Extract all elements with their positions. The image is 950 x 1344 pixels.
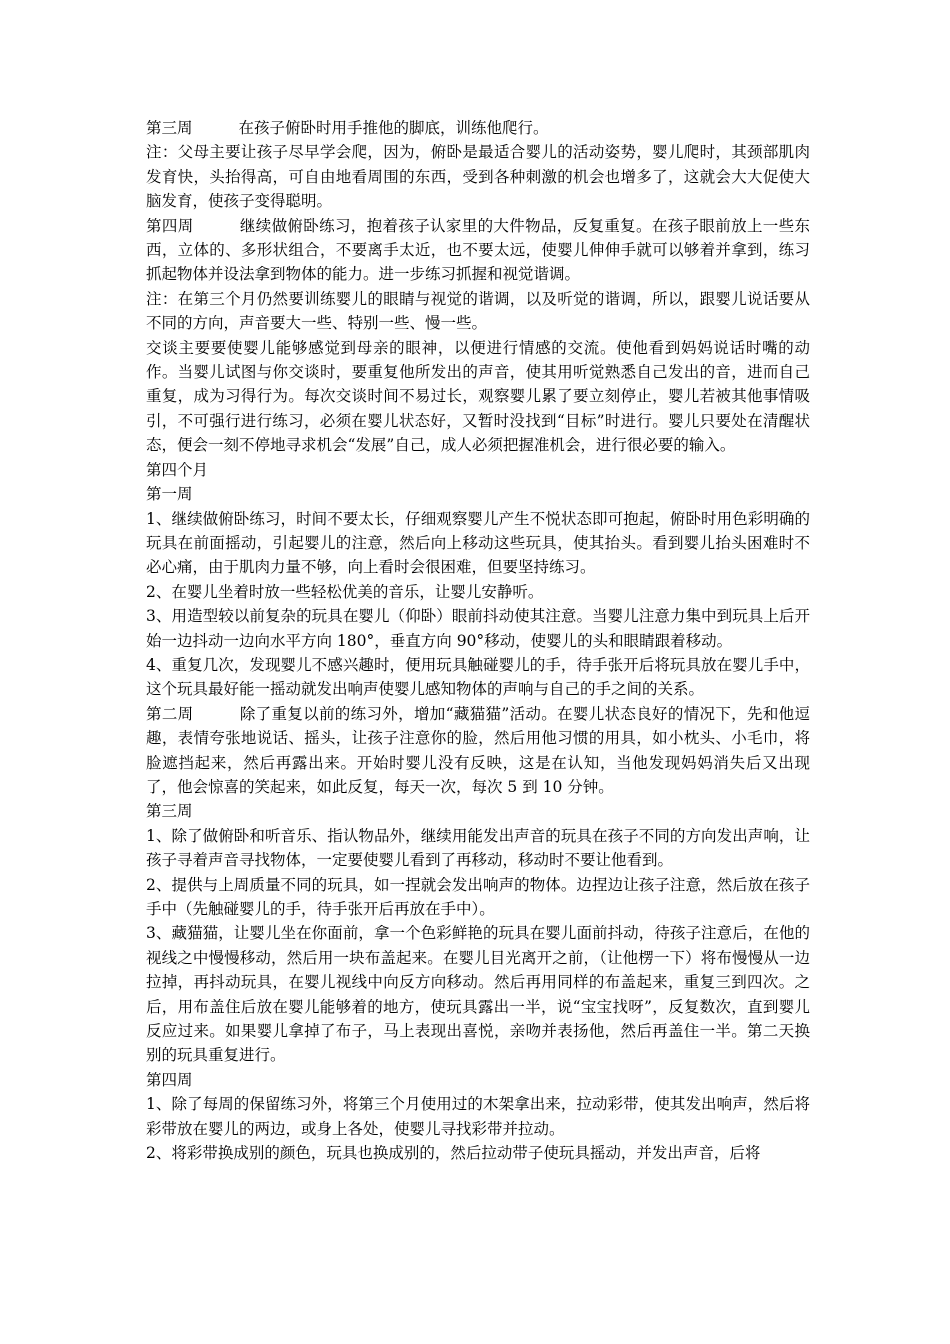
list-item: 1、除了每周的保留练习外，将第三个月使用过的木架拿出来，拉动彩带，使其发出响声，然后将彩带放在婴儿的两边，或身上各处，使婴儿寻找彩带并拉动。 bbox=[146, 1095, 810, 1138]
list-item: 1、继续做俯卧练习，时间不要太长，仔细观察婴儿产生不悦状态即可抱起，俯卧时用色彩明确的玩具在前面摇动，引起婴儿的注意，然后向上移动这些玩具，使其抬头。看到婴儿抬头困难时不必心痛，由于肌肉力量不够，向上看时会很困难，但要坚持练习。 bbox=[146, 509, 810, 577]
week-heading: 第一周 bbox=[146, 485, 193, 504]
list-item: 4、重复几次，发现婴儿不感兴趣时，便用玩具触碰婴儿的手，待手张开后将玩具放在婴儿手中，这个玩具最好能一摇动就发出响声使婴儿感知物体的声响与自己的手之间的关系。 bbox=[146, 655, 810, 699]
list-item: 2、在婴儿坐着时放一些轻松优美的音乐，让婴儿安静听。 bbox=[146, 582, 544, 601]
week-heading: 第四周 bbox=[146, 1070, 193, 1089]
list-item: 2、提供与上周质量不同的玩具，如一捏就会发出响声的物体。边捏边让孩子注意，然后放在孩子手中（先触碰婴儿的手，待手张开后再放在手中）。 bbox=[146, 875, 810, 918]
document-page bbox=[146, 116, 810, 1165]
paragraph-text: 除了重复以前的练习外，增加“藏猫猫”活动。在婴儿状态良好的情况下，先和他逗趣，表情夸张地说话、摇头，让孩子注意你的脸，然后用他习惯的用具，如小枕头、小毛巾，将脸遮挡起来，然后再露出来。开始时婴儿没有反映，这是在认知，当他发现妈妈消失后又出现了，他会惊喜的笑起来，如此反复，每天一次，每次 5 到 10 分钟。 bbox=[146, 704, 810, 796]
paragraph-week3-crawl bbox=[146, 116, 810, 140]
list-item: 2、将彩带换成别的颜色，玩具也换成别的，然后拉动带子使玩具摇动，并发出声音，后将 bbox=[146, 1144, 761, 1163]
paragraph-text: 在孩子俯卧时用手推他的脚底，训练他爬行。 bbox=[238, 119, 549, 137]
list-item: 3、用造型较以前复杂的玩具在婴儿（仰卧）眼前抖动使其注意。当婴儿注意力集中到玩具上后开始一边抖动一边向水平方向 180°，垂直方向 90°移动，使婴儿的头和眼睛跟着移动。 bbox=[146, 607, 810, 650]
list-item: 3、藏猫猫，让婴儿坐在你面前，拿一个色彩鲜艳的玩具在婴儿面前抖动，待孩子注意后，在他的视线之中慢慢移动，然后用一块布盖起来。在婴儿目光离开之前，（让他楞一下）将布慢慢从一边拉掉，再抖动玩具，在婴儿视线中向反方向移动。然后再用同样的布盖起来，重复三到四次。之后，用布盖住后放在婴儿能够着的地方，使玩具露出一半，说“宝宝找呀”，反复数次，直到婴儿反应过来。如果婴儿拿掉了布子，马上表现出喜悦，亲吻并表扬他，然后再盖住一半。第二天换别的玩具重复进行。 bbox=[146, 924, 810, 1065]
paragraph-note-vision: 注：在第三个月仍然要训练婴儿的眼睛与视觉的谐调，以及听觉的谐调，所以，跟婴儿说话要从不同的方向，声音要大一些、特别一些、慢一些。 bbox=[146, 289, 810, 333]
paragraph-text: 继续做俯卧练习，抱着孩子认家里的大件物品，反复重复。在孩子眼前放上一些东西，立体的、多形状组合，不要离手太近，也不要太远，使婴儿伸伸手就可以够着并拿到，练习抓起物体并设法拿到物体的能力。进一步练习抓握和视觉谐调。 bbox=[146, 216, 810, 284]
week-heading: 第三周 bbox=[146, 119, 193, 137]
week-heading: 第三周 bbox=[146, 802, 193, 821]
paragraph-week2-peekaboo bbox=[146, 702, 810, 800]
week-heading: 第二周 bbox=[146, 704, 194, 723]
week-heading: 第四周 bbox=[146, 216, 194, 235]
paragraph-conversation: 交谈主要要使婴儿能够感觉到母亲的眼神，以便进行情感的交流。使他看到妈妈说话时嘴的动作。当婴儿试图与你交谈时，要重复他所发出的声音，使其用听觉熟悉自己发出的音，进而自己重复，成为习得行为。每次交谈时间不易过长，观察婴儿累了要立刻停止，婴儿若被其他事情吸引，不可强行进行练习，必须在婴儿状态好，又暂时没找到“目标”时进行。婴儿只要处在清醒状态，便会一刻不停地寻求机会“发展”自己，成人必须把握准机会，进行很必要的输入。 bbox=[146, 338, 810, 455]
month-heading: 第四个月 bbox=[146, 460, 209, 479]
list-item: 1、除了做俯卧和听音乐、指认物品外，继续用能发出声音的玩具在孩子不同的方向发出声响，让孩子寻着声音寻找物体，一定要使婴儿看到了再移动，移动时不要让他看到。 bbox=[146, 826, 810, 870]
paragraph-note-crawl: 注：父母主要让孩子尽早学会爬，因为，俯卧是最适合婴儿的活动姿势，婴儿爬时，其颈部肌肉发育快，头抬得高，可自由地看周围的东西，受到各种刺激的机会也增多了，这就会大大促使大脑发育，使孩子变得聪明。 bbox=[146, 143, 810, 211]
paragraph-week4-prone bbox=[146, 214, 810, 287]
